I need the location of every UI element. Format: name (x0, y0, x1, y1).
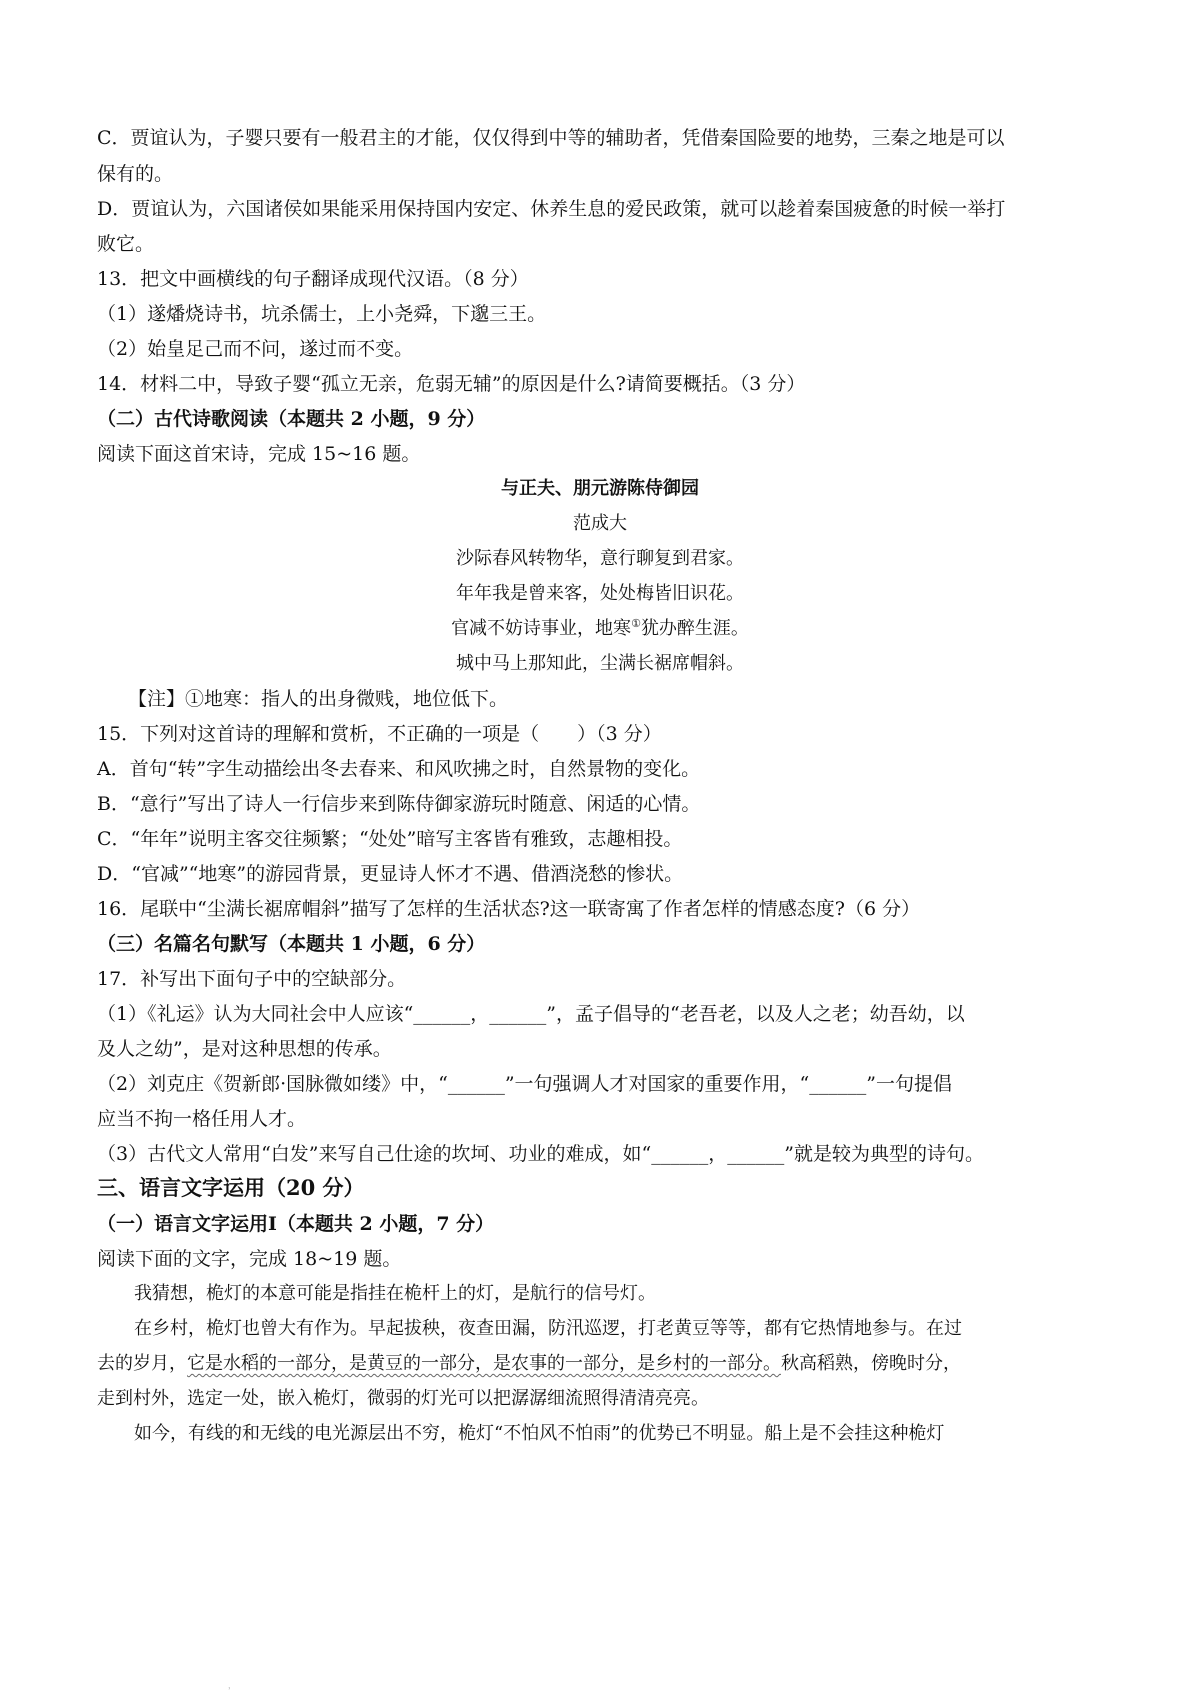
question-14: 14．材料二中，导致子婴“孤立无亲，危弱无辅”的原因是什么?请简要概括。（3 分） (97, 373, 806, 395)
question-13: 13．把文中画横线的句子翻译成现代汉语。（8 分） (97, 268, 529, 290)
question-16: 16．尾联中“尘满长裾席帽斜”描写了怎样的生活状态?这一联寄寓了作者怎样的情感态度?（6 分） (97, 898, 921, 920)
question-17-item-2-line-2: 应当不拘一格任用人才。 (97, 1108, 307, 1130)
question-15: 15．下列对这首诗的理解和赏析，不正确的一项是（ ）（3 分） (97, 723, 662, 745)
option-d-line-2: 败它。 (97, 233, 155, 255)
poem-line-3-b: 犹办醉生涯。 (640, 618, 749, 639)
question-17-item-2-line-1: （2）刘克庄《贺新郎·国脉微如缕》中，“______”一句强调人才对国家的重要作用，“______”一句提倡 (97, 1073, 952, 1095)
question-13-item-1: （1）遂燔烧诗书，坑杀儒士，上小尧舜，下邈三王。 (97, 303, 547, 325)
footnote-marker: ① (631, 617, 641, 630)
language-instruction: 阅读下面的文字，完成 18~19 题。 (97, 1248, 402, 1270)
section-dictation-heading: （三）名篇名句默写（本题共 1 小题，6 分） (97, 933, 486, 955)
question-15-option-a: A．首句“转”字生动描绘出冬去春来、和风吹拂之时，自然景物的变化。 (97, 758, 701, 780)
footer-mark: ， (228, 1681, 236, 1690)
section-language-heading: （一）语言文字运用Ⅰ（本题共 2 小题，7 分） (97, 1213, 495, 1235)
question-13-item-2: （2）始皇足己而不问，遂过而不变。 (97, 338, 414, 360)
question-15-option-b: B．“意行”写出了诗人一行信步来到陈侍御家游玩时随意、闲适的心情。 (97, 793, 701, 815)
poem-line-1: 沙际春风转物华，意行聊复到君家。 (456, 548, 744, 569)
question-17-item-3: （3）古代文人常用“白发”来写自己仕途的坎坷、功业的难成，如“______，______”就是较为典型的诗句。 (97, 1143, 984, 1165)
option-c-line-1: C．贾谊认为，子婴只要有一般君主的才能，仅仅得到中等的辅助者，凭借秦国险要的地势，三秦之地是可以 (97, 127, 1005, 149)
passage-text: 秋高稻熟，傍晚时分， (781, 1353, 961, 1374)
poem-note: 【注】①地寒：指人的出身微贱，地位低下。 (128, 688, 509, 710)
passage-paragraph-3-line-1: 如今，有线的和无线的电光源层出不穷，桅灯“不怕风不怕雨”的优势已不明显。船上是不会挂这种桅灯 (134, 1423, 945, 1444)
poem-line-3-a: 官减不妨诗事业，地寒 (451, 618, 632, 639)
poem-line-3 (0, 616, 1200, 642)
poem-line-4: 城中马上那知此，尘满长裾席帽斜。 (456, 653, 744, 674)
section-poetry-heading: （二）古代诗歌阅读（本题共 2 小题，9 分） (97, 408, 486, 430)
question-15-option-c: C．“年年”说明主客交往频繁；“处处”暗写主客皆有雅致，志趣相投。 (97, 828, 683, 850)
question-17-item-1-line-1: （1）《礼运》认为大同社会中人应该“______，______”，孟子倡导的“老吾老，以及人之老；幼吾幼，以 (97, 1003, 965, 1025)
poem-author: 范成大 (573, 513, 627, 534)
section-3-heading: 三、语言文字运用（20 分） (97, 1175, 365, 1200)
poem-line-2: 年年我是曾来客，处处梅皆旧识花。 (456, 583, 744, 604)
question-17: 17．补写出下面句子中的空缺部分。 (97, 968, 407, 990)
question-17-item-1-line-2: 及人之幼”，是对这种思想的传承。 (97, 1038, 392, 1060)
question-15-option-d: D．“官减”“地寒”的游园背景，更显诗人怀才不遇、借酒浇愁的惨状。 (97, 863, 684, 885)
wavy-underlined-sentence: 它是水稻的一部分，是黄豆的一部分，是农事的一部分，是乡村的一部分。 (187, 1353, 781, 1374)
poem-title: 与正夫、朋元游陈侍御园 (501, 478, 699, 499)
passage-text: 去的岁月， (97, 1353, 187, 1374)
poetry-instruction: 阅读下面这首宋诗，完成 15~16 题。 (97, 443, 421, 465)
passage-paragraph-2-line-3: 走到村外，选定一处，嵌入桅灯，微弱的灯光可以把潺潺细流照得清清亮亮。 (97, 1388, 709, 1409)
option-c-line-2: 保有的。 (97, 163, 174, 185)
passage-paragraph-1: 我猜想，桅灯的本意可能是指挂在桅杆上的灯，是航行的信号灯。 (134, 1283, 656, 1304)
option-d-line-1: D．贾谊认为，六国诸侯如果能采用保持国内安定、休养生息的爱民政策，就可以趁着秦国疲惫的时候一举打 (97, 198, 1006, 220)
passage-paragraph-2-line-1: 在乡村，桅灯也曾大有作为。早起拔秧，夜查田漏，防汛巡逻，打老黄豆等等，都有它热情地参与。在过 (134, 1318, 962, 1339)
passage-paragraph-2-line-2 (97, 1351, 1117, 1377)
